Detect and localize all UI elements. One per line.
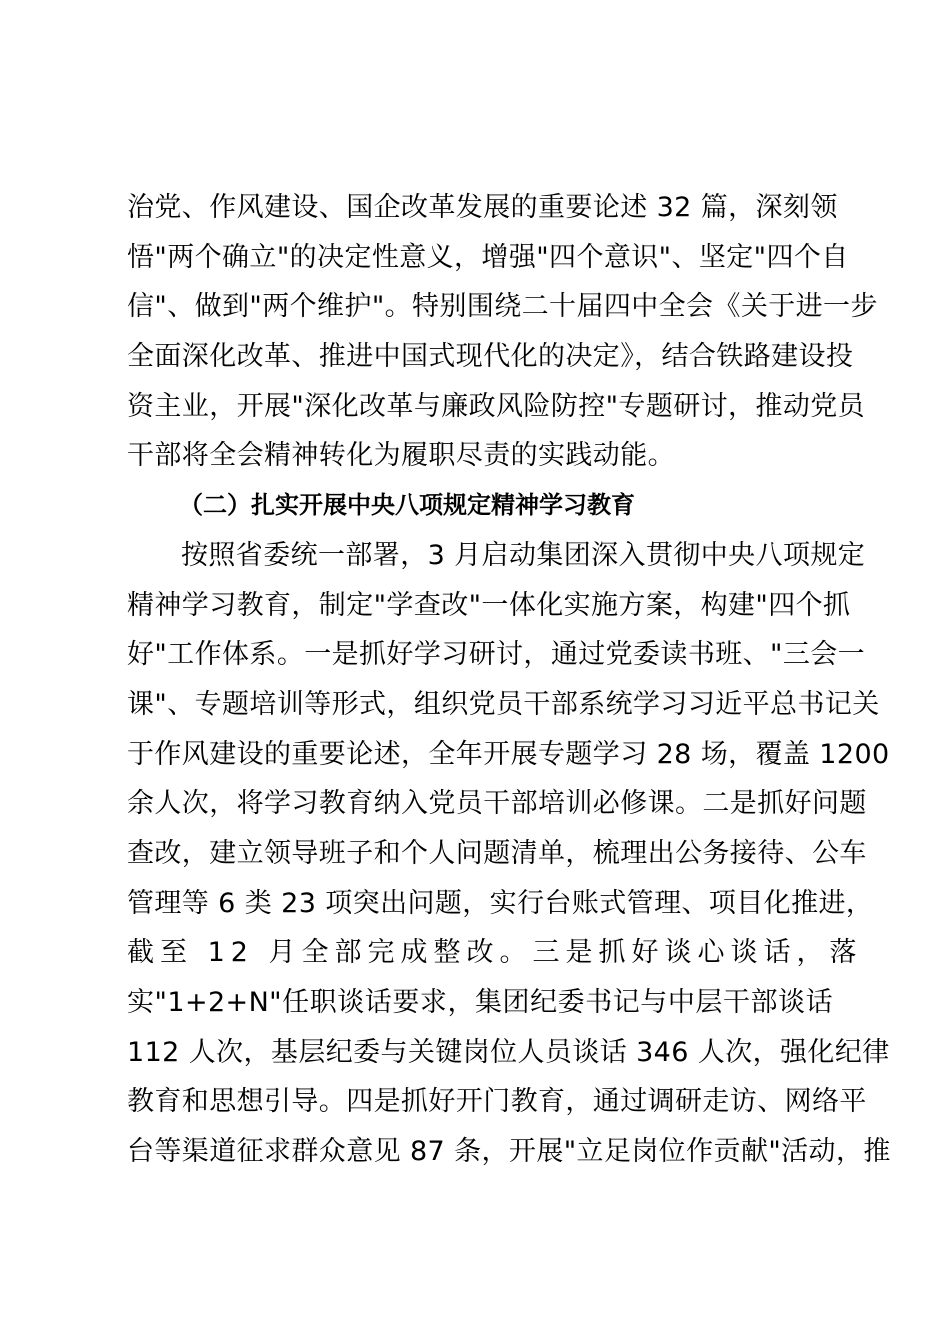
text-line: 悟"两个确立"的决定性意义，增强"四个意识"、坚定"四个自 <box>127 241 849 273</box>
section-heading: （二）扎实开展中央八项规定精神学习教育 <box>179 491 635 520</box>
text-line: 好"工作体系。一是抓好学习研讨，通过党委读书班、"三会一 <box>127 639 866 671</box>
text-line: 全面深化改革、推进中国式现代化的决定》，结合铁路建设投 <box>127 341 854 373</box>
text-line: 查改，建立领导班子和个人问题清单，梳理出公务接待、公车 <box>127 837 867 869</box>
text-line: 治党、作风建设、国企改革发展的重要论述 32 篇，深刻领 <box>127 192 838 223</box>
paragraph-2 <box>127 531 891 1177</box>
text-line: 台等渠道征求群众意见 87 条，开展"立足岗位作贡献"活动，推 <box>127 1136 891 1168</box>
document-page <box>127 183 891 1177</box>
text-line: 课"、专题培训等形式，组织党员干部系统学习习近平总书记关 <box>127 688 880 720</box>
paragraph-1 <box>127 183 878 481</box>
text-line: 按照省委统一部署，3 月启动集团深入贯彻中央八项规定 <box>181 539 866 571</box>
text-line: 管理等 6 类 23 项突出问题，实行台账式管理、项目化推进， <box>127 887 874 919</box>
text-line: 余人次，将学习教育纳入党员干部培训必修课。二是抓好问题 <box>127 788 867 820</box>
text-line: 112 人次，基层纪委与关键岗位人员谈话 346 人次，强化纪律 <box>127 1036 890 1068</box>
text-line: 于作风建设的重要论述，全年开展专题学习 28 场，覆盖 1200 <box>127 738 890 770</box>
text-line: 信"、做到"两个维护"。特别围绕二十届四中全会《关于进一步 <box>127 291 878 323</box>
text-line: 干部将全会精神转化为履职尽责的实践动能。 <box>127 440 675 472</box>
text-line: 教育和思想引导。四是抓好开门教育，通过调研走访、网络平 <box>127 1086 867 1118</box>
text-line: 实"1+2+N"任职谈话要求，集团纪委书记与中层干部谈话 <box>127 987 833 1018</box>
text-line: 资主业，开展"深化改革与廉政风险防控"专题研讨，推动党员 <box>127 390 866 422</box>
text-line: 精神学习教育，制定"学查改"一体化实施方案，构建"四个抓 <box>127 589 851 621</box>
text-line: 截至 12 月全部完成整改。三是抓好谈心谈话，落 <box>127 937 863 969</box>
